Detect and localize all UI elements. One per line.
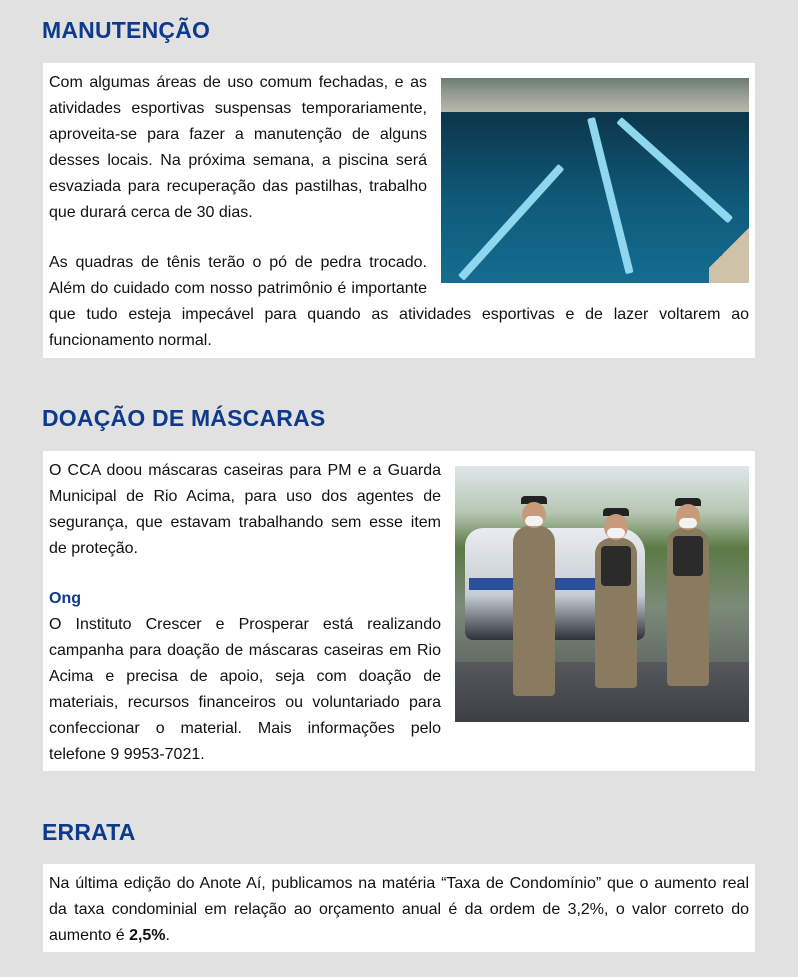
pool-photo — [441, 78, 749, 283]
paragraph: O CCA doou máscaras caseiras para PM e a Guarda Municipal de Rio Acima, para uso dos agentes de segurança, que estavam trabalhando sem esse item de proteção. — [49, 462, 441, 557]
errata-text-end: . — [165, 927, 170, 944]
card-errata — [43, 864, 755, 952]
errata-paragraph — [49, 871, 749, 949]
paragraph: As quadras de tênis terão o pó de pedra trocado. Além do cuidado com nosso patrimônio é importante que tudo esteja impecável para quando as atividades esportivas e de lazer voltarem ao funcionamento normal. — [49, 254, 749, 349]
subheading-ong: Ong — [49, 590, 81, 607]
card-doacao — [43, 451, 755, 771]
paragraph: Com algumas áreas de uso comum fechadas, e as atividades esportivas suspensas temporariamente, aproveita-se para fazer a manutenção de alguns desses locais. Na próxima semana, a piscina será esvaziada para recuperação das pastilhas, trabalho que durará cerca de 30 dias. — [49, 74, 427, 221]
paragraph: O Instituto Crescer e Prosperar está realizando campanha para doação de máscaras caseiras em Rio Acima e precisa de apoio, seja com doação de materiais, recursos financeiros ou voluntariado para confeccionar o material. Mais informações pelo telefone 9 9953-7021. — [49, 616, 441, 763]
section-title-errata: ERRATA — [42, 819, 136, 845]
section-title-doacao: DOAÇÃO DE MÁSCARAS — [42, 405, 326, 431]
card-manutencao — [43, 63, 755, 358]
errata-highlight: 2,5% — [129, 927, 166, 944]
police-photo — [455, 466, 749, 722]
errata-text: Na última edição do Anote Aí, publicamos na matéria “Taxa de Condomínio” que o aumento real da taxa condominial em relação ao orçamento anual é da ordem de 3,2%, o valor correto do aumento é — [49, 875, 749, 944]
section-title-manutencao: MANUTENÇÃO — [42, 17, 211, 43]
